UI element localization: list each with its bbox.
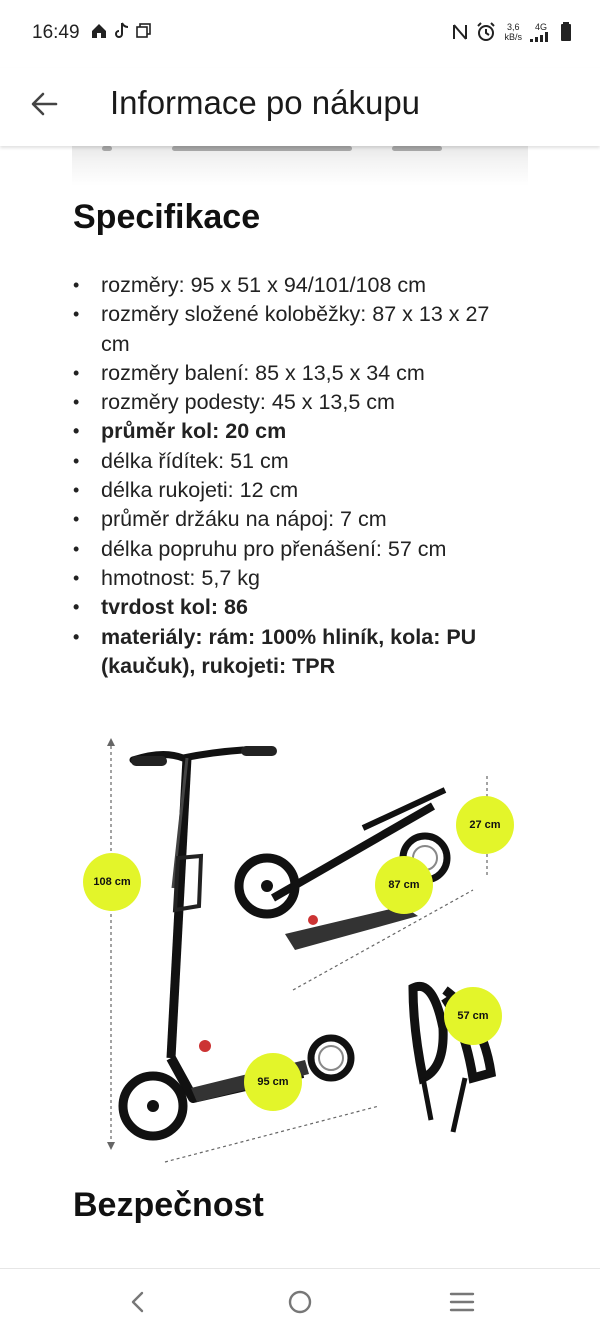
spec-item: • délka popruhu pro přenášení: 57 cm	[73, 535, 523, 564]
spec-item: • hmotnost: 5,7 kg	[73, 564, 523, 593]
alarm-icon	[476, 22, 496, 42]
folded-length-badge: 87 cm	[375, 856, 433, 914]
strap-badge: 57 cm	[444, 987, 502, 1045]
tiktok-icon	[114, 22, 130, 40]
page-title: Informace po nákupu	[110, 84, 421, 121]
spec-item: • rozměry balení: 85 x 13,5 x 34 cm	[73, 359, 523, 388]
menu-lines-icon[interactable]	[446, 1287, 478, 1317]
product-image-top-partial	[72, 146, 528, 186]
network-speed	[504, 22, 522, 42]
spec-item: • délka rukojeti: 12 cm	[73, 476, 523, 505]
height-badge: 108 cm	[83, 853, 141, 911]
spec-item: • rozměry složené koloběžky: 87 x 13 x 27 cm	[73, 300, 523, 359]
signal-indicator	[530, 22, 552, 42]
folded-height-badge-top: 27 cm	[456, 796, 514, 854]
home-icon	[90, 22, 108, 40]
speed-unit: kB/s	[504, 32, 522, 42]
copy-icon	[136, 23, 152, 39]
chevron-left-icon[interactable]	[122, 1287, 154, 1317]
signal-icon	[530, 32, 552, 42]
safety-heading: Bezpečnost	[73, 1186, 264, 1224]
app-bar	[0, 68, 600, 146]
length-badge: 95 cm	[244, 1053, 302, 1111]
specs-list	[73, 271, 523, 681]
speed-value: 3,6	[506, 22, 520, 32]
status-bar	[0, 0, 600, 68]
specs-heading: Specifikace	[73, 198, 261, 236]
spec-item: • průměr držáku na nápoj: 7 cm	[73, 505, 523, 534]
spec-item: • délka řídítek: 51 cm	[73, 447, 523, 476]
system-nav-bar	[0, 1268, 600, 1334]
scooter-illustration	[73, 728, 525, 1176]
spec-item: • rozměry: 95 x 51 x 94/101/108 cm	[73, 271, 523, 300]
circle-home-icon[interactable]	[284, 1287, 316, 1317]
nfc-icon	[452, 23, 468, 41]
status-notification-icons	[90, 22, 152, 40]
spec-item: • průměr kol: 20 cm	[73, 417, 523, 446]
spec-item: • materiály: rám: 100% hliník, kola: PU (kaučuk), rukojeti: TPR	[73, 623, 523, 682]
spec-item: • rozměry podesty: 45 x 13,5 cm	[73, 388, 523, 417]
network-type: 4G	[534, 22, 547, 32]
arrow-left-icon[interactable]	[28, 88, 60, 120]
content-scroll-area[interactable]	[0, 146, 600, 1268]
battery-icon	[560, 22, 572, 42]
spec-item: • tvrdost kol: 86	[73, 593, 523, 622]
status-right-icons	[452, 22, 572, 42]
scooter-dimensions-image	[73, 728, 525, 1176]
status-time: 16:49	[32, 22, 80, 43]
